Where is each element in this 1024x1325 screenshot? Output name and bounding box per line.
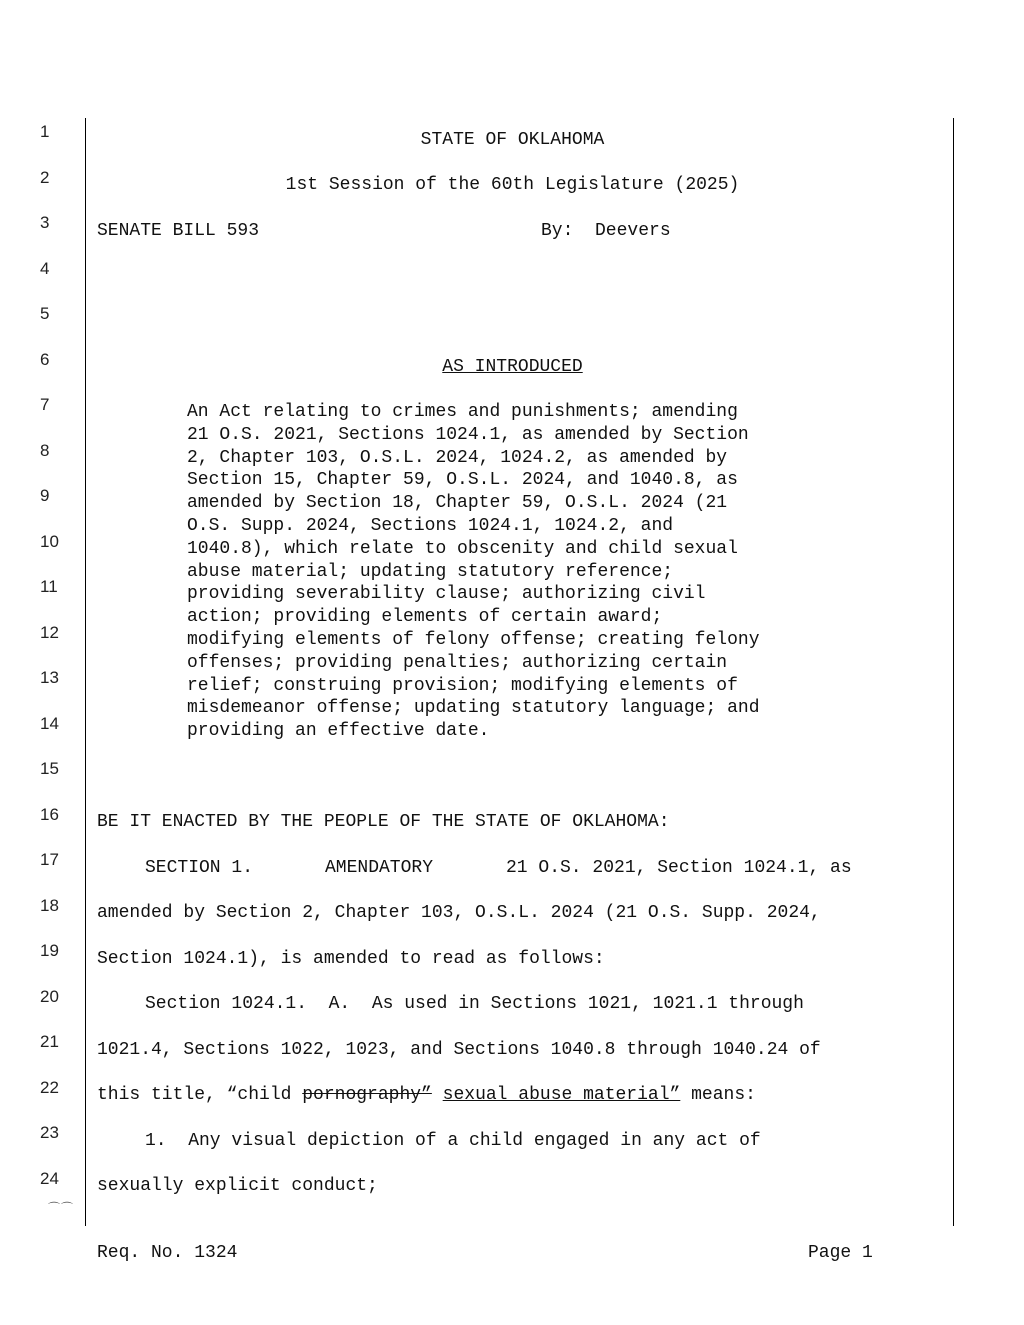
summary-line: 1040.8), which relate to obscenity and child sexual bbox=[187, 538, 738, 559]
line-number: 13 bbox=[40, 668, 59, 687]
session-heading: 1st Session of the 60th Legislature (2025) bbox=[285, 175, 740, 195]
summary-line: providing severability clause; authorizing civil bbox=[187, 584, 706, 605]
summary-line: abuse material; updating statutory reference; bbox=[187, 561, 674, 582]
line-number: 10 bbox=[40, 532, 59, 551]
line-number: 21 bbox=[40, 1032, 59, 1051]
line-number: 22 bbox=[40, 1078, 59, 1097]
body-line-21: 1021.4, Sections 1022, 1023, and Sections 1040.8 through 1040.24 of bbox=[97, 1040, 821, 1060]
body-line-22 bbox=[97, 1084, 756, 1106]
right-margin-rule bbox=[953, 118, 954, 1226]
line-number: 7 bbox=[40, 395, 50, 414]
summary-line: modifying elements of felony offense; creating felony bbox=[187, 629, 760, 650]
line-number: 23 bbox=[40, 1123, 59, 1142]
line-number: 8 bbox=[40, 441, 50, 460]
state-heading: STATE OF OKLAHOMA bbox=[420, 130, 605, 150]
line-number: 11 bbox=[40, 577, 58, 596]
act-summary bbox=[187, 401, 837, 743]
line-number: 12 bbox=[40, 623, 59, 642]
page-number: Page 1 bbox=[808, 1243, 873, 1263]
inserted-text: sexual abuse material” bbox=[442, 1085, 681, 1105]
line-number: 6 bbox=[40, 350, 50, 369]
line-number: 16 bbox=[40, 805, 59, 824]
summary-line: providing an effective date. bbox=[187, 721, 490, 742]
line-number: 3 bbox=[40, 213, 50, 232]
line-number: 1 bbox=[40, 122, 50, 141]
request-number: Req. No. 1324 bbox=[97, 1243, 238, 1263]
line-number: 9 bbox=[40, 486, 50, 505]
bill-author: By: Deevers bbox=[541, 221, 671, 241]
section-type: AMENDATORY bbox=[325, 858, 434, 878]
summary-line: relief; construing provision; modifying elements of bbox=[187, 675, 738, 696]
line-number: 20 bbox=[40, 987, 59, 1006]
struck-text: pornography” bbox=[302, 1085, 432, 1105]
line-number: 24 bbox=[40, 1169, 59, 1188]
line-number: 4 bbox=[40, 259, 50, 278]
bill-number: SENATE BILL 593 bbox=[97, 221, 260, 241]
body-line-24: sexually explicit conduct; bbox=[97, 1176, 378, 1196]
summary-line: 2, Chapter 103, O.S.L. 2024, 1024.2, as amended by bbox=[187, 447, 728, 468]
summary-line: offenses; providing penalties; authorizing certain bbox=[187, 652, 728, 673]
line-number: 19 bbox=[40, 941, 59, 960]
summary-line: Section 15, Chapter 59, O.S.L. 2024, and 1040.8, as bbox=[187, 470, 738, 491]
body-line-23: 1. Any visual depiction of a child engaged in any act of bbox=[145, 1131, 761, 1151]
summary-line: action; providing elements of certain award; bbox=[187, 607, 663, 628]
section-label: SECTION 1. bbox=[145, 858, 254, 878]
line-number: 17 bbox=[40, 850, 59, 869]
enacting-clause: BE IT ENACTED BY THE PEOPLE OF THE STATE OF OKLAHOMA: bbox=[97, 812, 670, 832]
introduced-status: AS INTRODUCED bbox=[442, 357, 583, 377]
definition-lead: this title, “child bbox=[97, 1085, 303, 1105]
line-number: 5 bbox=[40, 304, 50, 323]
line-number-overflow-mark: ⌒⌒ bbox=[48, 1201, 75, 1215]
section-citation: 21 O.S. 2021, Section 1024.1, as bbox=[506, 858, 852, 878]
summary-line: An Act relating to crimes and punishments; amending bbox=[187, 402, 738, 422]
definition-tail: means: bbox=[680, 1085, 756, 1105]
summary-line: 21 O.S. 2021, Sections 1024.1, as amended by Section bbox=[187, 424, 749, 445]
body-line-19: Section 1024.1), is amended to read as follows: bbox=[97, 949, 605, 969]
summary-line: amended by Section 18, Chapter 59, O.S.L. 2024 (21 bbox=[187, 493, 728, 514]
line-number: 15 bbox=[40, 759, 59, 778]
line-number: 18 bbox=[40, 896, 59, 915]
body-line-20: Section 1024.1. A. As used in Sections 1021, 1021.1 through bbox=[145, 994, 804, 1014]
line-number: 14 bbox=[40, 714, 59, 733]
summary-line: O.S. Supp. 2024, Sections 1024.1, 1024.2, and bbox=[187, 515, 674, 536]
line-number: 2 bbox=[40, 168, 50, 187]
summary-line: misdemeanor offense; updating statutory language; and bbox=[187, 698, 760, 719]
body-line-18: amended by Section 2, Chapter 103, O.S.L. 2024 (21 O.S. Supp. 2024, bbox=[97, 903, 821, 923]
